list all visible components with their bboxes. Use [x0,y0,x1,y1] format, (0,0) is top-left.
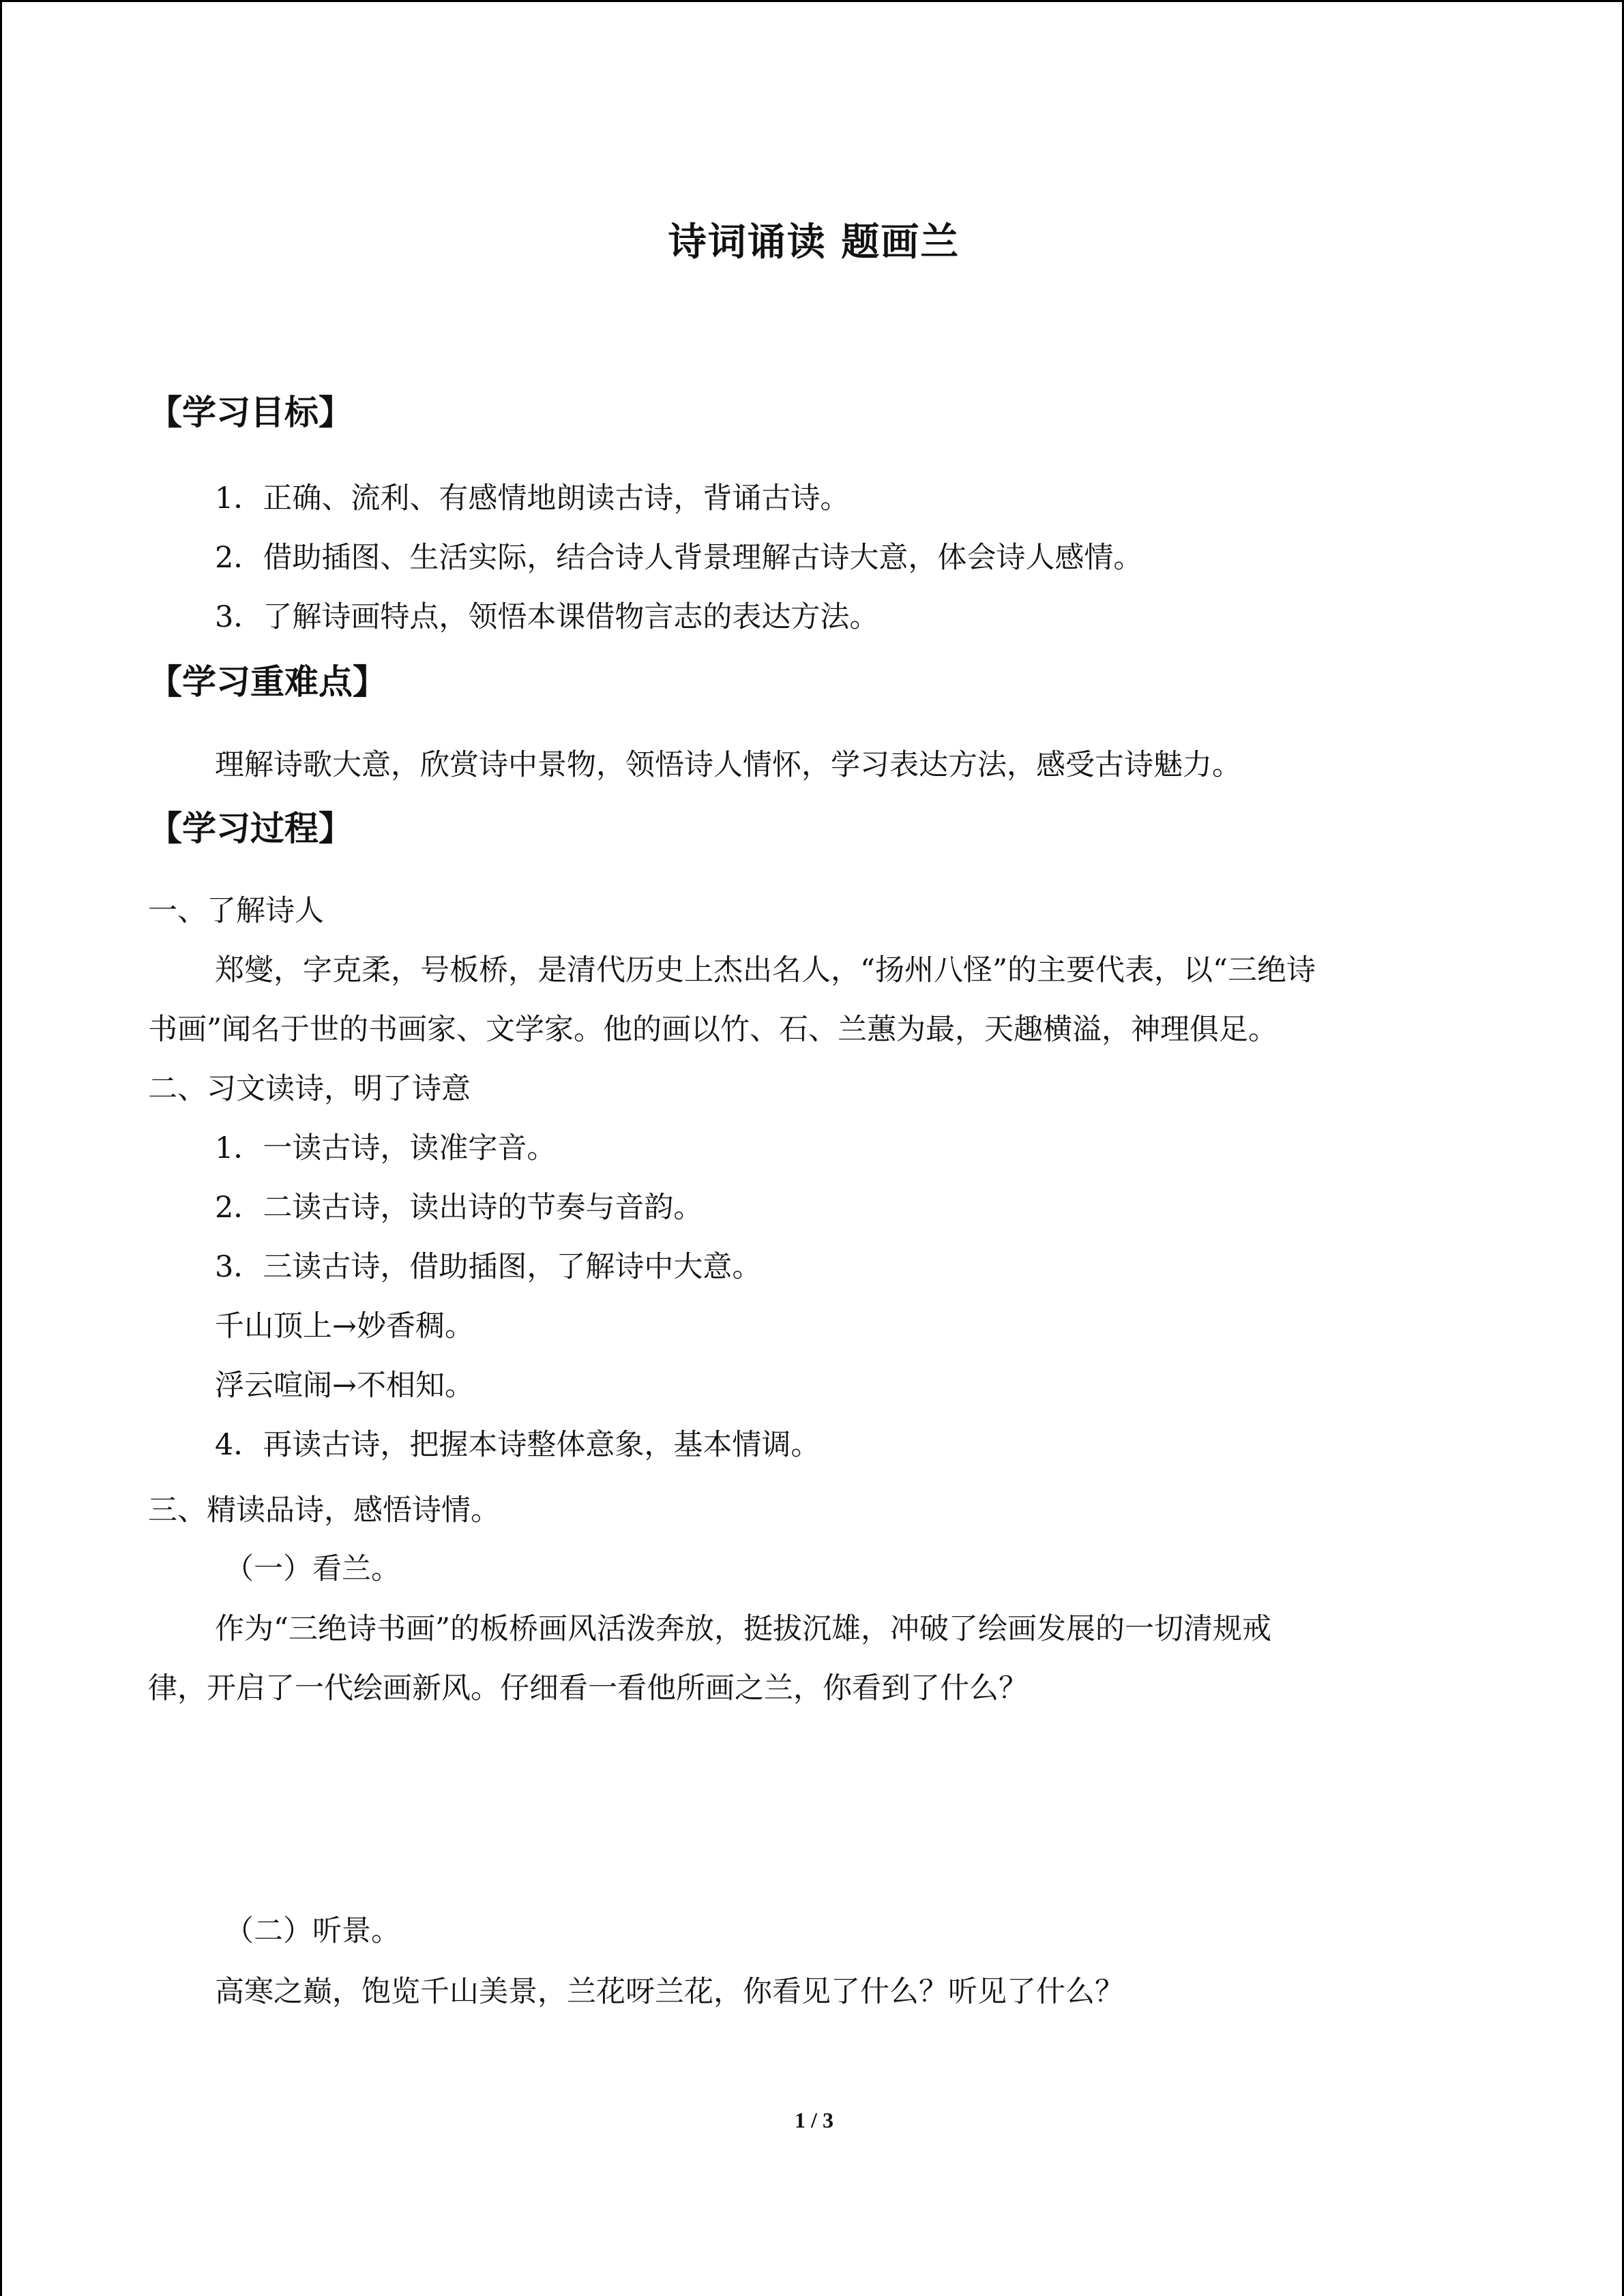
part3-sub1-line1: 作为“三绝诗书画”的板桥画风活泼奔放，挺拔沉雄，冲破了绘画发展的一切清规戒 [215,1612,1271,1646]
goal-item-2: 2．借助插图、生活实际，结合诗人背景理解古诗大意，体会诗人感情。 [215,541,1143,575]
part2-step-1: 1．一读古诗，读准字音。 [215,1131,557,1165]
goal-item-1: 1．正确、流利、有感情地朗读古诗，背诵古诗。 [215,481,850,516]
part2-pair-2: 浮云喧闹→不相知。 [215,1369,475,1403]
part2-step-3: 3．三读古诗，借助插图，了解诗中大意。 [215,1250,762,1284]
heading-learning-goals: 【学习目标】 [148,393,353,432]
goal-item-3: 3．了解诗画特点，领悟本课借物言志的表达方法。 [215,600,879,634]
part1-paragraph-line1: 郑燮，字克柔，号板桥，是清代历史上杰出名人，“扬州八怪”的主要代表，以“三绝诗 [215,953,1316,987]
key-points-text: 理解诗歌大意，欣赏诗中景物，领悟诗人情怀，学习表达方法，感受古诗魅力。 [215,748,1241,782]
part2-title: 二、习文读诗，明了诗意 [148,1072,471,1106]
part1-paragraph-line2: 书画”闻名于世的书画家、文学家。他的画以竹、石、兰蕙为最，天趣横溢，神理俱足。 [148,1013,1278,1047]
part1-title: 一、了解诗人 [148,894,324,928]
page-indicator: 1 / 3 [795,2108,833,2132]
part3-sub2-line1: 高寒之巅，饱览千山美景，兰花呀兰花，你看见了什么？听见了什么？ [215,1975,1124,2009]
part2-step-2: 2．二读古诗，读出诗的节奏与音韵。 [215,1191,703,1225]
part2-pair-1: 千山顶上→妙香稠。 [215,1309,475,1343]
part2-step-4: 4．再读古诗，把握本诗整体意象，基本情调。 [215,1428,821,1462]
heading-key-points: 【学习重难点】 [148,662,387,702]
part3-sub1-line2: 律，开启了一代绘画新风。仔细看一看他所画之兰，你看到了什么？ [148,1671,1028,1705]
part3-title: 三、精读品诗，感悟诗情。 [148,1493,500,1527]
heading-learning-process: 【学习过程】 [148,809,353,848]
part3-sub2-title: （二）听景。 [224,1914,400,1948]
document-title: 诗词诵读 题画兰 [668,220,960,265]
part3-sub1-title: （一）看兰。 [224,1552,400,1586]
